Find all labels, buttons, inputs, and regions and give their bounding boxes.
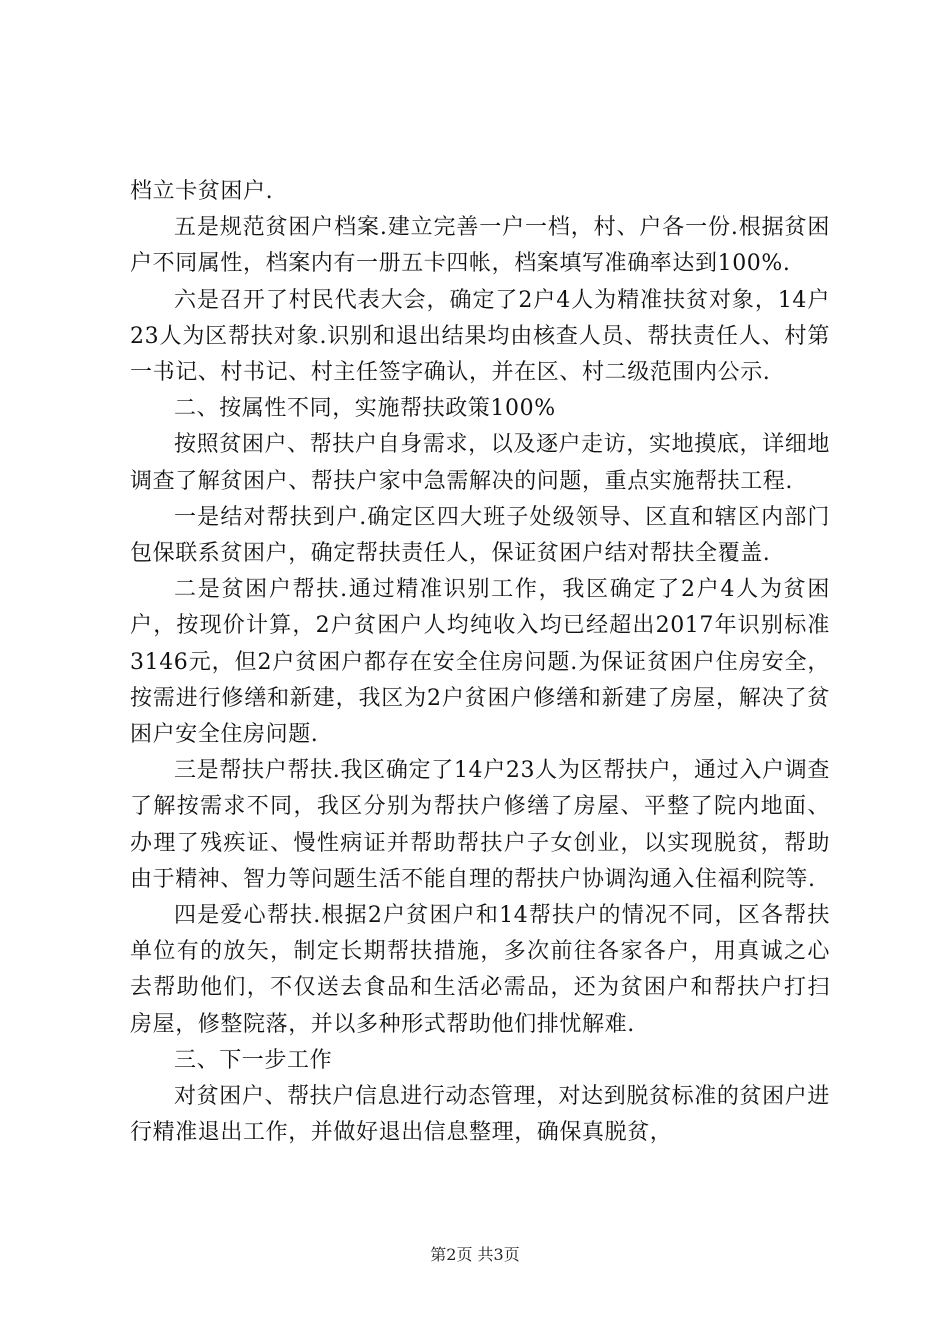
section-heading-3: 三、下一步工作	[174, 1047, 333, 1073]
paragraph-1: 五是规范贫困户档案.建立完善一户一档，村、户各一份.根据贫困户不同属性，档案内有一册五卡四帐，档案填写准确率达到100%.	[130, 215, 830, 277]
page-number-footer: 第2页 共3页	[430, 1245, 520, 1264]
section-heading-2: 二、按属性不同，实施帮扶政策100%	[174, 396, 556, 422]
paragraph-2: 六是召开了村民代表大会，确定了2户4人为精准扶贫对象，14户23人为区帮扶对象.识别和退出结果均由核查人员、帮扶责任人、村第一书记、村书记、村主任签字确认，并在区、村二级范围内公示.	[130, 287, 830, 386]
document-body	[130, 174, 830, 1151]
paragraph-8: 四是爱心帮扶.根据2户贫困户和14帮扶户的情况不同，区各帮扶单位有的放矢，制定长期帮扶措施，多次前往各家各户，用真诚之心去帮助他们，不仅送去食品和生活必需品，还为贫困户和帮扶户打扫房屋，修整院落，并以多种形式帮助他们排忧解难.	[130, 903, 830, 1037]
paragraph-4: 按照贫困户、帮扶户自身需求，以及逐户走访，实地摸底，详细地调查了解贫困户、帮扶户家中急需解决的问题，重点实施帮扶工程.	[130, 432, 830, 494]
paragraph-0: 档立卡贫困户.	[130, 179, 274, 204]
paragraph-10: 对贫困户、帮扶户信息进行动态管理，对达到脱贫标准的贫困户进行精准退出工作，并做好退出信息整理，确保真脱贫，	[130, 1084, 830, 1146]
paragraph-5: 一是结对帮扶到户.确定区四大班子处级领导、区直和辖区内部门包保联系贫困户，确定帮扶责任人，保证贫困户结对帮扶全覆盖.	[130, 504, 830, 567]
paragraph-6: 二是贫困户帮扶.通过精准识别工作，我区确定了2户4人为贫困户，按现价计算，2户贫困户人均纯收入均已经超出2017年识别标准3146元，但2户贫困户都存在安全住房问题.为保证贫困户住房安全，按需进行修缮和新建，我区为2户贫困户修缮和新建了房屋，解决了贫困户安全住房问题.	[130, 577, 830, 748]
paragraph-7: 三是帮扶户帮扶.我区确定了14户23人为区帮扶户，通过入户调查了解按需求不同，我区分别为帮扶户修缮了房屋、平整了院内地面、办理了残疾证、慢性病证并帮助帮扶户子女创业，以实现脱贫，帮助由于精神、智力等问题生活不能自理的帮扶户协调沟通入住福利院等.	[130, 758, 830, 892]
